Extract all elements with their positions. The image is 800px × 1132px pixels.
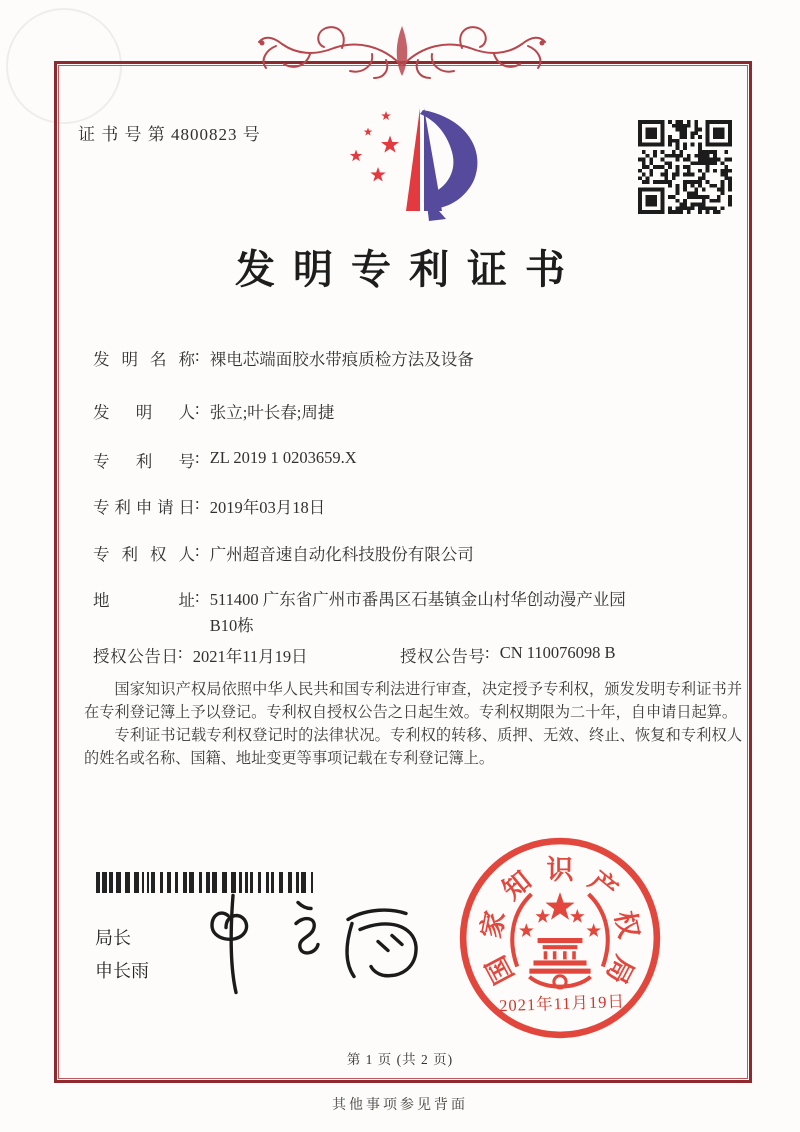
- director-name: 申长雨: [95, 961, 149, 981]
- field-row-patent-number: [93, 448, 743, 472]
- cnipa-logo-icon: [328, 98, 488, 236]
- field-value: ZL 2019 1 0203659.X: [209, 448, 357, 467]
- field-label: 专利申请日: [93, 498, 195, 517]
- director-signature-icon: [192, 888, 442, 996]
- field-value: 张立;叶长春;周捷: [209, 403, 335, 422]
- field-row-inventors: [93, 399, 743, 423]
- field-label: 专利权人: [93, 545, 195, 564]
- field-colon: :: [195, 448, 204, 467]
- field-label: 发明名称: [93, 350, 195, 369]
- back-side-note: 其他事项参见背面: [332, 1098, 468, 1113]
- seal-text-ring: 国 家 知 识 产 权 局: [475, 854, 645, 990]
- field-value: 广州超音速自动化科技股份有限公司: [209, 545, 474, 564]
- field-label: 专利号: [93, 452, 195, 471]
- field-colon: :: [485, 643, 494, 662]
- field-colon: :: [195, 346, 204, 365]
- qr-code: [638, 120, 732, 214]
- field-label: 地址: [93, 591, 195, 610]
- legal-text-block: [84, 678, 742, 770]
- field-row-filing-date: [93, 494, 743, 518]
- page-number: 第 1 页 (共 2 页): [346, 1052, 454, 1067]
- director-block: [95, 922, 149, 988]
- field-colon: :: [178, 643, 187, 662]
- field-colon: :: [195, 494, 204, 513]
- certificate-number: 证 书 号 第 4800823 号: [78, 125, 261, 144]
- legal-paragraph-2: 专利证书记载专利权登记时的法律状况。专利权的转移、质押、无效、终止、恢复和专利权人的姓名或名称、国籍、地址变更等事项记载在专利登记簿上。: [84, 727, 742, 767]
- grant-number-pair: [400, 643, 616, 667]
- seal-date: 2021年11月19日: [498, 991, 626, 1016]
- field-row-address: [93, 587, 743, 639]
- grant-number-label: 授权公告号: [400, 647, 485, 666]
- field-colon: :: [195, 399, 204, 418]
- dragon-ornament-icon: [252, 16, 552, 92]
- field-colon: :: [195, 587, 204, 606]
- field-value: 裸电芯端面胶水带痕质检方法及设备: [209, 350, 474, 369]
- field-label: 发明人: [93, 403, 195, 422]
- field-row-grant: [93, 643, 743, 667]
- field-value: 2019年03月18日: [209, 498, 326, 517]
- field-row-invention-name: [93, 346, 743, 370]
- grant-date-value: 2021年11月19日: [192, 647, 308, 666]
- director-title: 局长: [95, 928, 131, 948]
- field-value: 511400 广东省广州市番禺区石基镇金山村华创动漫产业园B10栋: [209, 590, 626, 635]
- legal-paragraph-1: 国家知识产权局依照中华人民共和国专利法进行审查，决定授予专利权，颁发发明专利证书并在专利登记簿上予以登记。专利权自授权公告之日起生效。专利权期限为二十年，自申请日起算。: [84, 681, 742, 721]
- grant-date-label: 授权公告日: [93, 647, 178, 666]
- certificate-title: 发明专利证书: [235, 247, 583, 292]
- grant-number-value: CN 110076098 B: [499, 643, 616, 662]
- field-colon: :: [195, 541, 204, 560]
- field-row-patentee: [93, 541, 743, 565]
